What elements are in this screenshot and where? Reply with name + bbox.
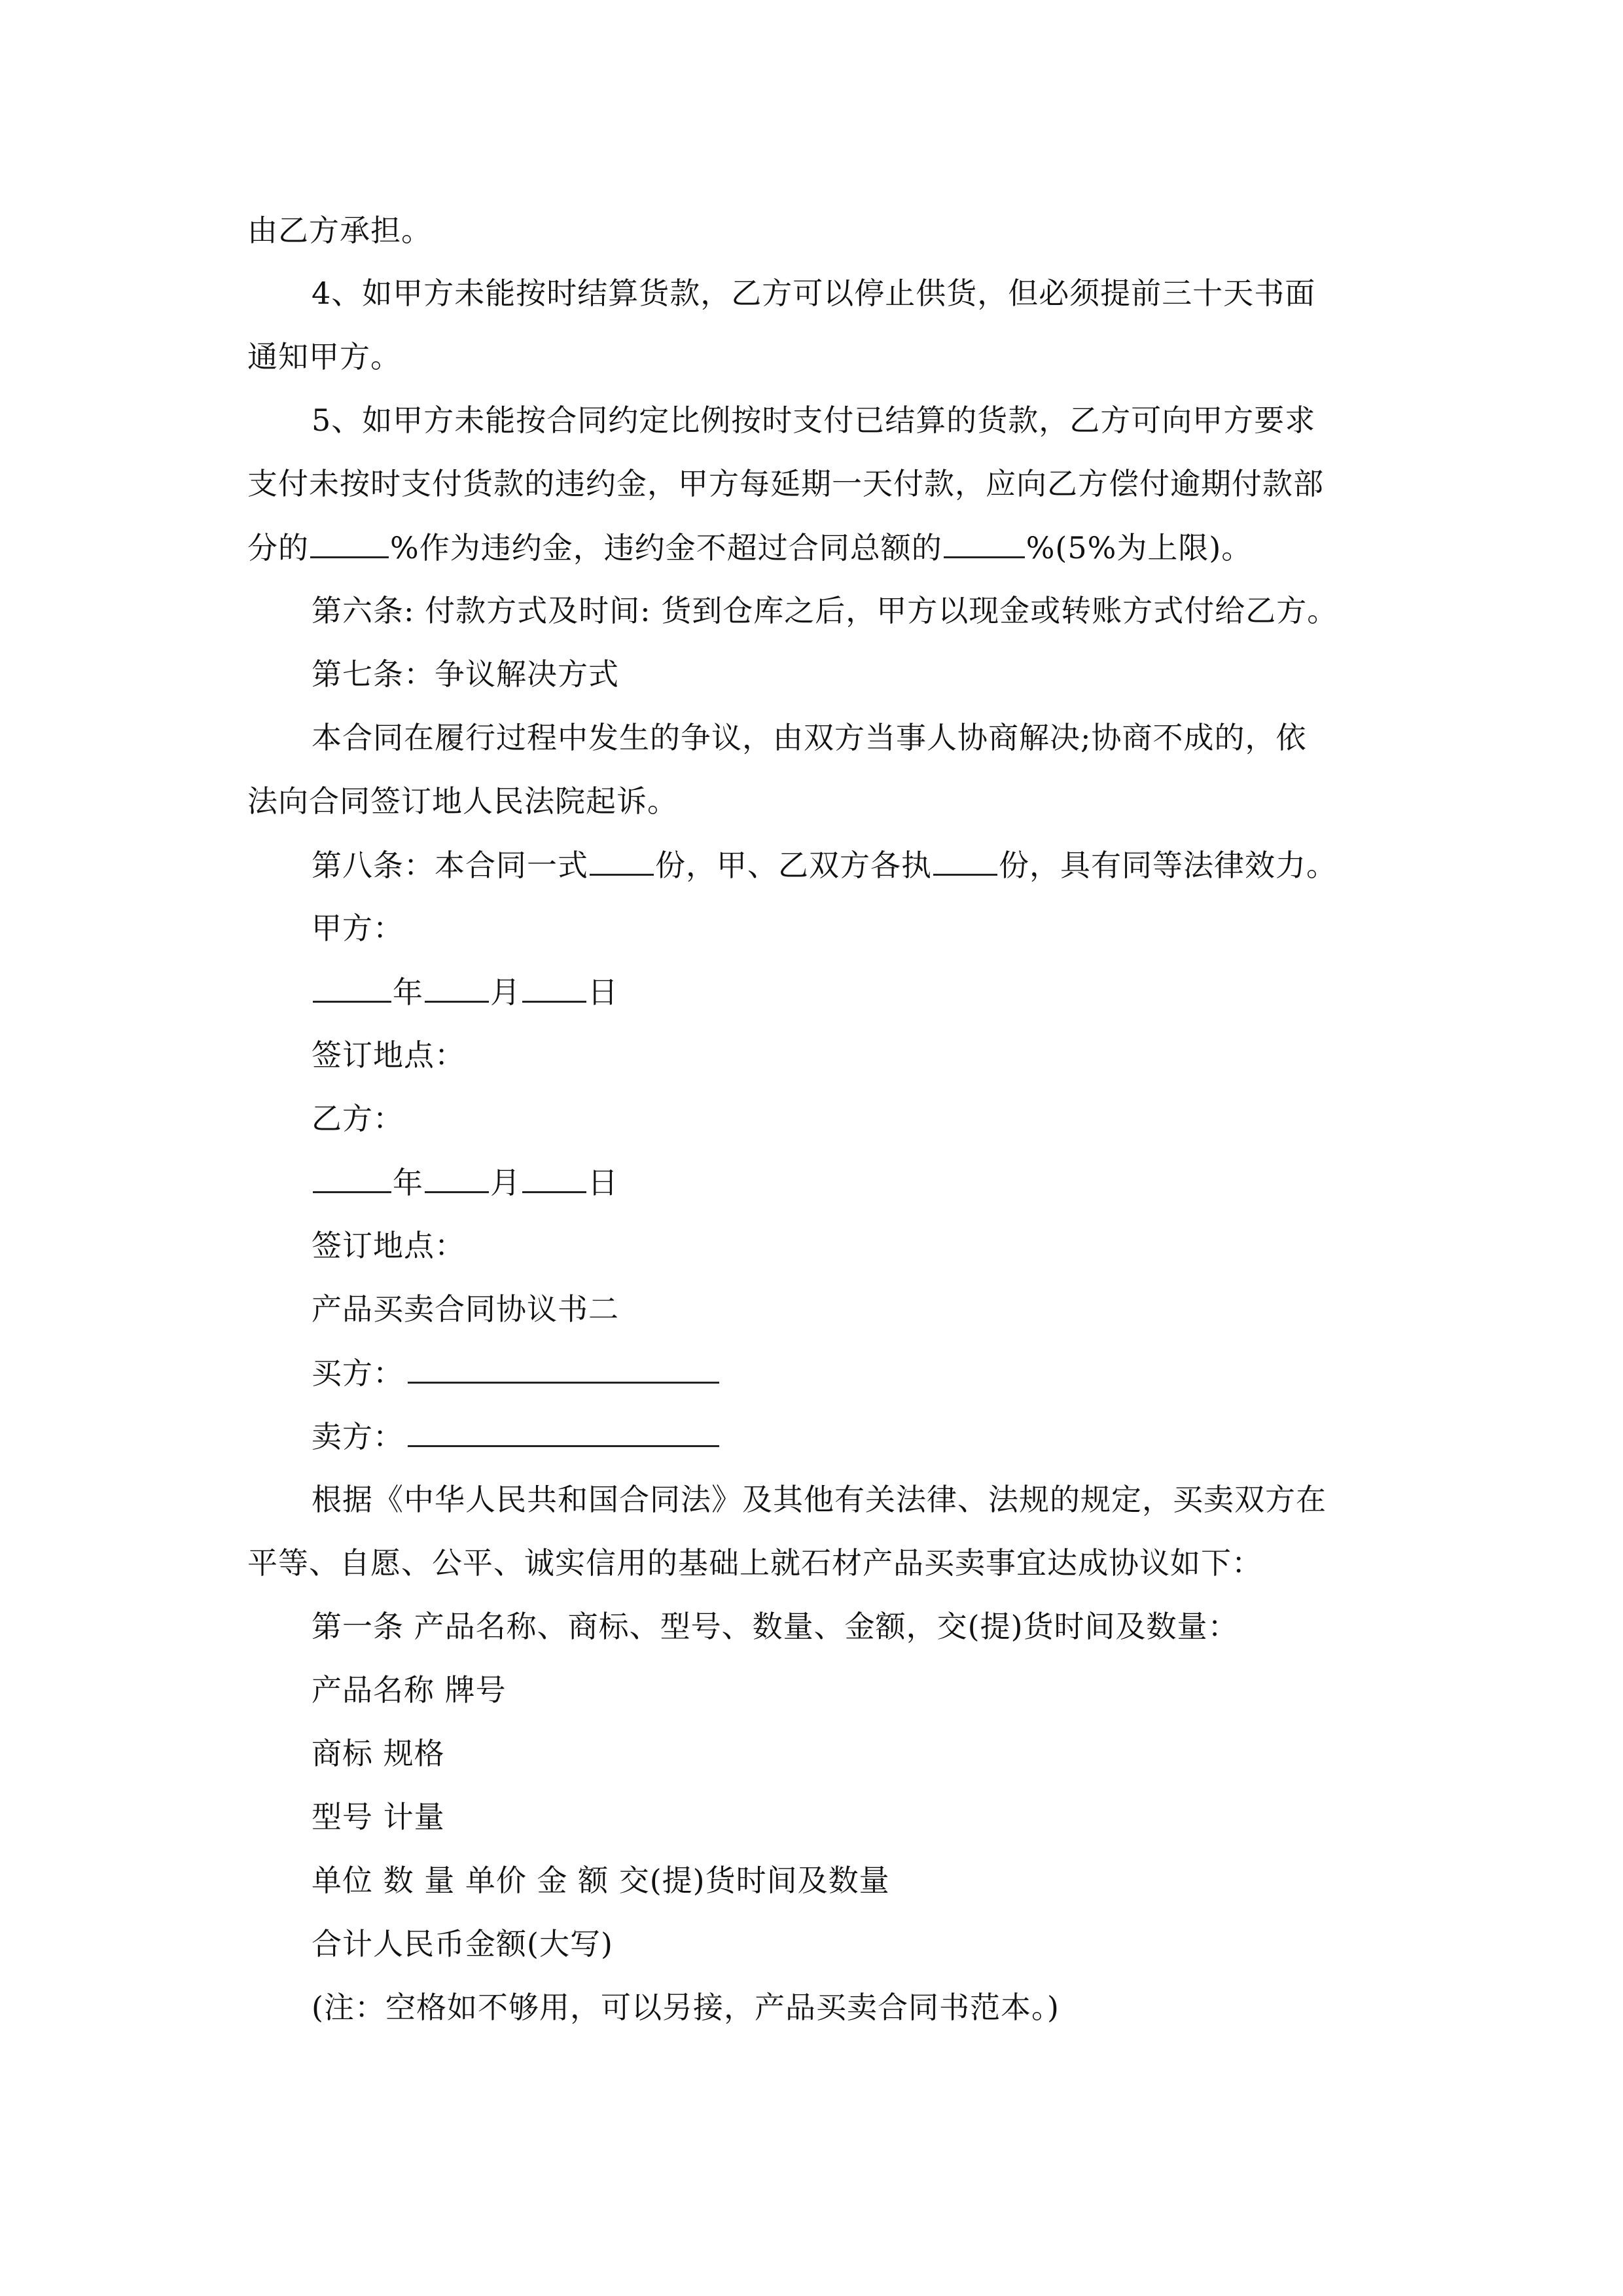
party-b-label: 乙方： [312,1101,404,1136]
article-1-heading: 第一条 产品名称、商标、型号、数量、金额，交(提)货时间及数量： [312,1609,1239,1644]
party-a-signing-place: 签订地点： [312,1037,465,1073]
clause-4-line-1: 4、如甲方未能按时结算货款，乙方可以停止供货，但必须提前三十天书面 [312,276,1316,311]
clause-5-line-3 [247,528,1252,567]
blank-year [313,1162,391,1193]
party-b-date-line [312,1162,618,1202]
blank-buyer [408,1353,719,1384]
blank-seller [408,1416,719,1447]
year-label: 年 [393,975,423,1010]
total-amount-line: 合计人民币金额(大写) [312,1926,613,1962]
product-field-row: 型号 计量 [312,1799,445,1835]
clause-5-line-1: 5、如甲方未能按合同约定比例按时支付已结算的货款，乙方可向甲方要求 [312,403,1316,438]
seller-line [312,1416,721,1456]
day-label: 日 [588,1165,618,1200]
blank-copies-total [590,845,654,876]
text-fragment: 分的 [247,530,309,565]
article-6-line: 第六条: 付款方式及时间: 货到仓库之后，甲方以现金或转账方式付给乙方。 [312,593,1338,628]
article-7-line-1: 本合同在履行过程中发生的争议，由双方当事人协商解决;协商不成的，依 [312,720,1307,755]
preamble-line-2: 平等、自愿、公平、诚实信用的基础上就石材产品买卖事宜达成协议如下： [247,1545,1262,1581]
blank-year [313,972,391,1003]
month-label: 月 [490,975,521,1010]
text-fragment: %(5%为上限)。 [1026,530,1253,565]
party-b-signing-place: 签订地点： [312,1228,465,1263]
blank-month [425,1162,489,1193]
seller-label: 卖方： [312,1419,404,1454]
article-7-line-2: 法向合同签订地人民法院起诉。 [247,783,678,819]
text-fragment: 份，甲、乙双方各执 [655,848,932,883]
text-fragment: 份，具有同等法律效力。 [999,848,1337,883]
blank-day [522,1162,586,1193]
product-field-row: 产品名称 牌号 [312,1672,507,1708]
text-fragment: %作为违约金，违约金不超过合同总额的 [390,530,942,565]
preamble-line-1: 根据《中华人民共和国合同法》及其他有关法律、法规的规定，买卖双方在 [312,1482,1327,1517]
text-fragment: 第八条：本合同一式 [312,848,588,883]
day-label: 日 [588,975,618,1010]
clause-4-line-2: 通知甲方。 [247,339,401,374]
product-field-row: 商标 规格 [312,1736,445,1771]
year-label: 年 [393,1165,423,1200]
note-line: (注：空格如不够用，可以另接，产品买卖合同书范本。) [312,1990,1060,2025]
section-title: 产品买卖合同协议书二 [312,1291,619,1327]
article-8-line [312,845,1337,884]
blank-month [425,972,489,1003]
blank-day [522,972,586,1003]
party-a-label: 甲方： [312,910,404,946]
party-a-date-line [312,972,618,1011]
blank-penalty-percent [310,528,389,558]
article-7-heading: 第七条：争议解决方式 [312,656,619,692]
buyer-line [312,1353,721,1392]
blank-penalty-cap-percent [944,528,1025,558]
paragraph-line: 由乙方承担。 [247,213,432,248]
product-field-row: 单位 数 量 单价 金 额 交(提)货时间及数量 [312,1863,890,1898]
clause-5-line-2: 支付未按时支付货款的违约金，甲方每延期一天付款，应向乙方偿付逾期付款部 [247,466,1324,501]
buyer-label: 买方： [312,1355,404,1391]
month-label: 月 [490,1165,521,1200]
blank-copies-each [933,845,997,876]
